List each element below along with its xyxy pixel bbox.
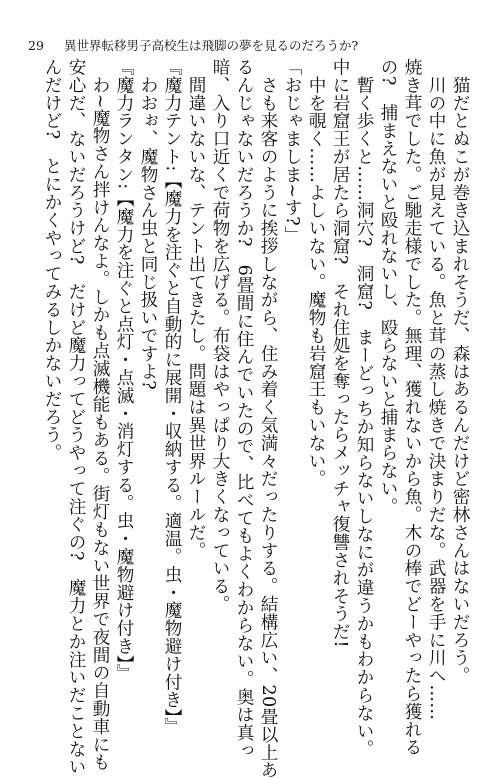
text-line: 中を覗く……よしいない。魔物も岩窟王もいない。: [306, 58, 326, 488]
running-title: 異世界転移男子高校生は飛脚の夢を見るのだろうか?: [64, 38, 359, 53]
item-description-line: 『魔力ランタン:【魔力を注ぐと点灯・点滅・消灯する。虫・魔物避け付き】』: [114, 58, 134, 682]
text-line: さも来客のように挨拶しながら、住み着く気満々だったりする。結構広い、20畳以上あ: [258, 58, 278, 779]
dialogue-line: 「おじゃましま~す?」: [282, 58, 302, 244]
text-line: の? 捕まえないと殴れないし、殴らないと捕まらない。: [378, 58, 398, 516]
page-number: 29: [28, 38, 44, 53]
text-line: んだけど? とにかくやってみるしかないだろう。: [42, 58, 62, 462]
text-line: 間違いないな、テント出てきたし。問題は異世界ルールだ。: [186, 58, 206, 560]
item-description-line: 『魔力テント:【魔力を注ぐと自動的に展開・収納する。適温。虫・魔物避け付き】』: [162, 58, 182, 736]
text-line: 川の中に魚が見えている。魚と茸の蒸し焼きで決まりだな。武器を手に川へ……: [426, 58, 446, 721]
text-line: 安心だ、ないだろうけど? だけど魔力ってどうやって注ぐの? 魔力とか注いだことない: [66, 58, 86, 776]
text-line: 猫だとぬこが巻き込まれそうだ、森はあるんだけど密林さんはないだろう。: [450, 58, 470, 685]
text-line: わ~魔物さん拌けんなよ。しかも点滅機能もある。街灯もない世界で夜間の自動車にも: [90, 58, 110, 772]
text-line: 焼き茸でした。ご馳走様でした。無理、獲れないから魚。木の棒でどーやったら獲れる: [402, 58, 422, 757]
text-line: 暗、入り口近くで荷物を広げる。布袋はやっぱり大きくなっている。: [210, 58, 230, 613]
text-line: 中に岩窟王が居たら洞窟? それ住処を奪ったらメッチャ復讐されそうだ!: [330, 58, 350, 648]
body-text: [30, 58, 470, 779]
page-header: [28, 36, 468, 56]
text-line: るんじゃないだろうか? 6畳間に住んでいたので、比べてもよくわからない。奥は真っ: [234, 58, 254, 760]
text-line: わおぉ、魔物さん虫と同じ扱いですよ?: [138, 58, 158, 390]
text-line: 暫く歩くと……洞穴? 洞窟? まーどっちか知らないしなにが違うかもわからない。: [354, 58, 374, 758]
